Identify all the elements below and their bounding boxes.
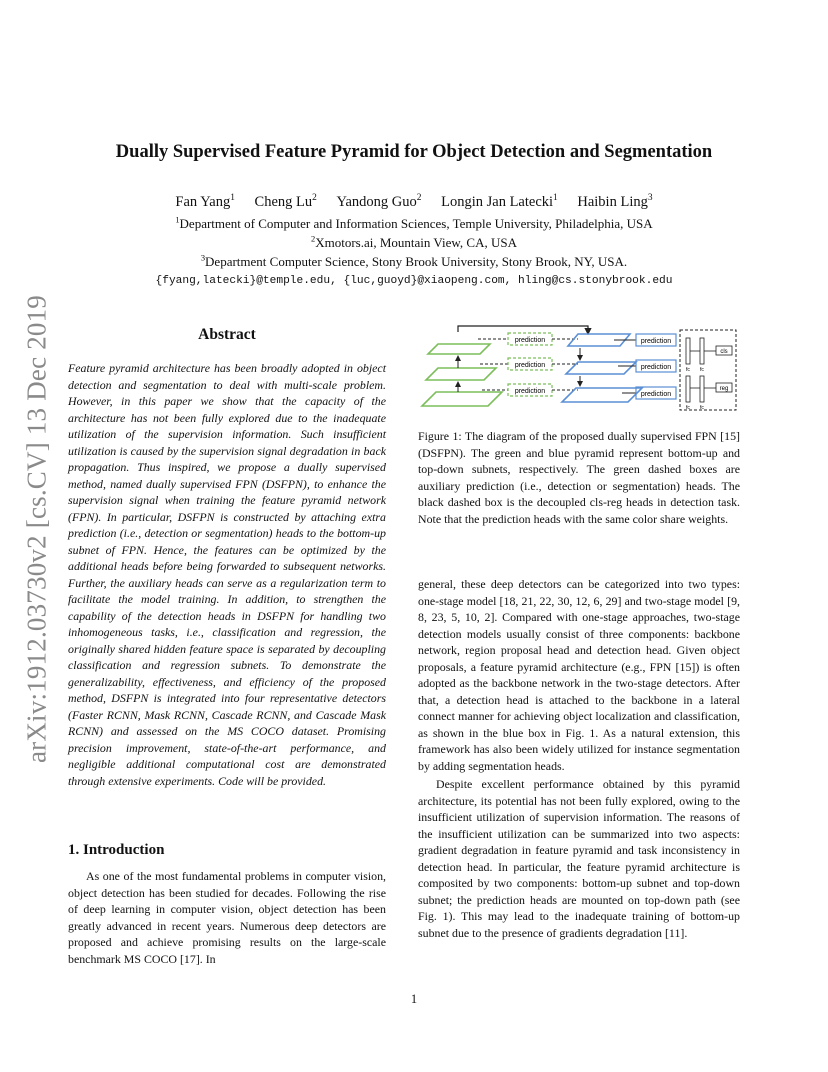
- author-list: [60, 194, 768, 211]
- svg-text:reg: reg: [719, 386, 729, 392]
- svg-text:prediction: prediction: [640, 391, 672, 398]
- body-paragraph: Despite excellent performance obtained by this pyramid architecture, its potential has not been fully explored, owing to the insufficient utilization of supervision information. The reasons of the insufficient utilization can be summarized into two aspects: gradient degradation in feature pyramid and task inconsistency in detection head. In particular, the feature pyramid architecture is composited by two components: bottom-up subnet and top-down subnet; the prediction heads are mounted on top-down path (see Fig. 1). This may lead to the inadequate training of bottom-up subnet due to the presence of gradients degradation [11].: [418, 777, 740, 940]
- svg-text:fc: fc: [700, 405, 704, 411]
- prediction-head: [614, 334, 676, 346]
- aux-prediction-head: [482, 384, 578, 396]
- author: Yandong Guo$^2$: [336, 193, 422, 210]
- svg-text:prediction: prediction: [514, 337, 546, 344]
- svg-text:fc: fc: [700, 367, 704, 373]
- svg-text:prediction: prediction: [514, 362, 546, 369]
- paper-title: Dually Supervised Feature Pyramid for Object Detection and Segmentation: [115, 142, 713, 162]
- right-column-text: [418, 576, 740, 941]
- section-heading-introduction: 1. Introduction: [68, 842, 165, 858]
- aux-prediction-head: [478, 333, 578, 345]
- svg-text:prediction: prediction: [640, 364, 672, 371]
- svg-text:fc: fc: [686, 405, 690, 411]
- green-pyramid-level-2: [426, 368, 496, 380]
- figure-1-caption: Figure 1: The diagram of the proposed dually supervised FPN [15] (DSFPN). The green and blue pyramid represent bottom-up and top-down subnets, respectively. The green dashed boxes are auxiliary prediction (i.e., detection or segmentation) heads. The black dashed box is the decoupled cls-reg heads in detection task. Note that the prediction heads with the same color share weights.: [418, 429, 740, 526]
- page-number: 1: [410, 992, 418, 1006]
- author: Fan Yang$^1$: [175, 193, 235, 210]
- green-pyramid-level-3: [428, 344, 490, 354]
- decoupled-cls-reg-head: [680, 330, 736, 411]
- svg-text:prediction: prediction: [514, 388, 546, 395]
- author: Cheng Lu$^2$: [254, 193, 317, 210]
- abstract-heading: Abstract: [198, 326, 256, 343]
- green-pyramid-level-1: [422, 392, 502, 406]
- affiliation: $^3$Department Computer Science, Stony Brook University, Stony Brook, NY, USA.: [200, 252, 628, 269]
- blue-pyramid-level-2: [566, 362, 636, 374]
- body-paragraph: general, these deep detectors can be categorized into two types: one-stage model [18, 21, 22, 30, 12, 6, 29] and two-stage model [9, 8, 23, 5, 10, 2]. Compared with one-stage approaches, two-stage detection models usually consist of three components: backbone network, region proposal head and detection head. Given object proposals, a feature pyramid architecture (e.g., FPN [15]) is often adopted as the backbone network in the two-stage detectors. After that, a detection head is attached to the backbone in a lateral connect manner for achieving object localization and classification, as shown in the blue box in Fig. 1. As a natural extension, this framework has also been widely utilized for instance segmentation by adding segmentation heads.: [418, 577, 740, 773]
- svg-text:cls: cls: [720, 349, 728, 355]
- blue-pyramid-level-1: [562, 388, 642, 402]
- intro-paragraph: As one of the most fundamental problems in computer vision, object detection has been studied for decades. Following the rise of deep learning in computer vision, object detection has been greatly advanced in recent years. Numerous deep detectors are proposed and achieve promising results on the large-scale benchmark MS COCO [17]. In: [68, 869, 386, 966]
- abstract-text: Feature pyramid architecture has been broadly adopted in object detection and segmentation to deal with multi-scale problem. However, in this paper we show that the capacity of the architecture has not been fully explored due to the inadequate utilization of the supervision information. Such insufficient utilization is caused by the supervision signal degradation in back propagation. Thus inspired, we propose a dually supervised method, named dually supervised FPN (DSFPN), to enhance the supervision signal when training the feature pyramid network (FPN). In particular, DSFPN is constructed by attaching extra prediction (i.e., detection or segmentation) heads to the bottom-up subnet of FPN. Hence, the features can be optimized by the additional heads before being forwarded to subsequent networks. Further, the auxiliary heads can serve as a regularization term to facilitate the model training. In addition, to strengthen the capability of the detection heads in DSFPN for handling two inhomogeneous tasks, i.e., classification and regression, the originally shared hidden feature space is separated by decoupling classification and regression subnets. To demonstrate the generalizability, effectiveness, and efficiency of the proposed method, DSFPN is integrated into four representative detectors (Faster RCNN, Mask RCNN, Cascade RCNN, and Cascade Mask RCNN) and assessed on the MS COCO dataset. Promising precision improvement, state-of-the-art performance, and negligible additional computational cost are demonstrated through extensive experiments. Code will be provided.: [68, 361, 386, 788]
- figure-1-diagram: [418, 320, 740, 420]
- author: Longin Jan Latecki$^1$: [441, 193, 558, 210]
- author-emails: {fyang,latecki}@temple.edu, {luc,guoyd}@xiaopeng.com, hling@cs.stonybrook.edu: [155, 275, 673, 287]
- arxiv-stamp: [22, 294, 52, 764]
- svg-text:fc: fc: [686, 367, 690, 373]
- affiliation: $^1$Department of Computer and Information Sciences, Temple University, Philadelphia, USA: [175, 214, 653, 231]
- affiliation: $^2$Xmotors.ai, Mountain View, CA, USA: [310, 233, 518, 250]
- author: Haibin Ling$^3$: [577, 193, 653, 210]
- svg-text:prediction: prediction: [640, 338, 672, 345]
- arxiv-stamp-text: arXiv:1912.03730v2 [cs.CV] 13 Dec 2019: [21, 294, 52, 764]
